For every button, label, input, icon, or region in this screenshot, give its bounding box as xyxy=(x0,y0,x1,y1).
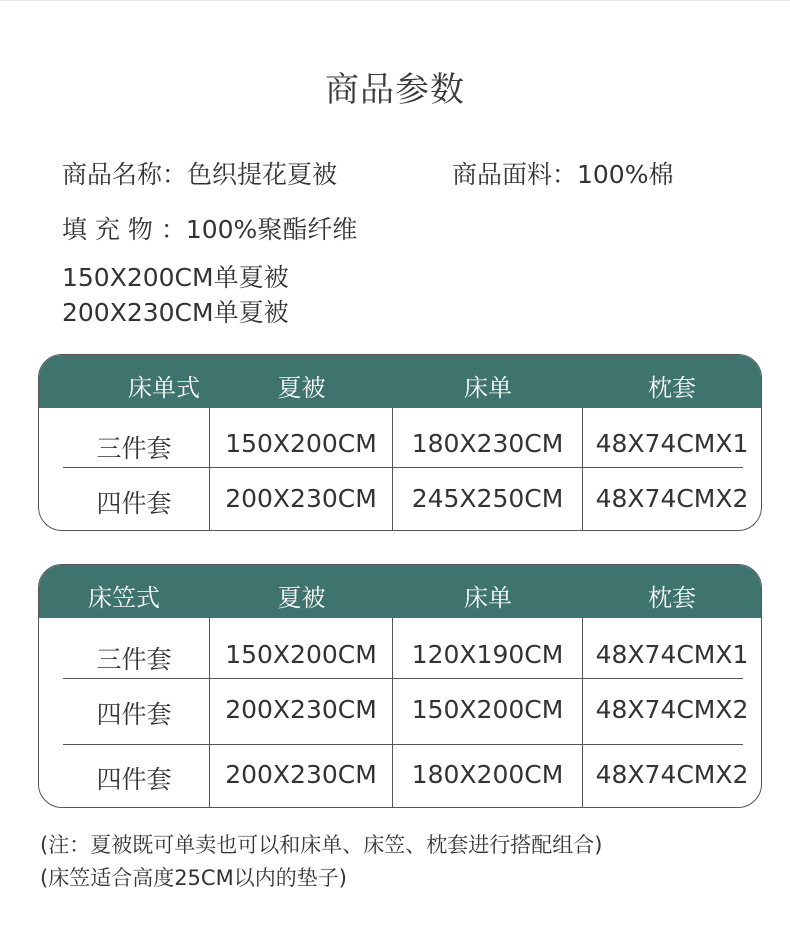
pillowcase-size: 48X74CMX2 xyxy=(595,484,749,513)
set-type: 三件套 xyxy=(96,434,172,463)
pillowcase-size: 48X74CMX2 xyxy=(595,760,749,789)
quilt-size: 200X230CM xyxy=(225,760,377,789)
top-divider xyxy=(0,0,790,1)
header-quilt: 夏被 xyxy=(277,584,326,612)
table-header xyxy=(39,565,761,618)
product-filling: 填 充 物 ：100%聚酯纤维 xyxy=(62,215,358,244)
header-pillowcase: 枕套 xyxy=(648,584,696,612)
note-combination: (注：夏被既可单卖也可以和床单、床笠、枕套进行搭配组合) xyxy=(40,833,603,857)
set-type: 四件套 xyxy=(96,700,172,729)
sheet-size: 120X190CM xyxy=(411,640,564,669)
row-divider xyxy=(63,467,743,468)
pillowcase-size: 48X74CMX1 xyxy=(595,429,749,458)
sheet-size: 150X200CM xyxy=(411,695,564,724)
header-sheet: 床单 xyxy=(464,374,512,402)
flat-sheet-table xyxy=(38,354,762,531)
set-type: 四件套 xyxy=(96,765,172,794)
size-single-1: 150X200CM单夏被 xyxy=(62,263,289,292)
pillowcase-size: 48X74CMX1 xyxy=(595,640,749,669)
header-type: 床笠式 xyxy=(88,584,160,612)
sheet-size: 180X200CM xyxy=(411,760,564,789)
table-header xyxy=(39,355,761,408)
row-divider xyxy=(63,678,743,679)
set-type: 四件套 xyxy=(96,489,172,518)
size-single-2: 200X230CM单夏被 xyxy=(62,298,289,327)
header-quilt: 夏被 xyxy=(277,374,326,402)
product-fabric: 商品面料：100%棉 xyxy=(452,160,674,189)
pillowcase-size: 48X74CMX2 xyxy=(595,695,749,724)
note-fitted-height: (床笠适合高度25CM以内的垫子) xyxy=(40,866,347,890)
quilt-size: 150X200CM xyxy=(225,429,377,458)
sheet-size: 245X250CM xyxy=(411,484,564,513)
header-pillowcase: 枕套 xyxy=(648,374,696,402)
quilt-size: 200X230CM xyxy=(225,695,377,724)
row-divider xyxy=(63,744,743,745)
product-name: 商品名称：色织提花夏被 xyxy=(62,160,338,189)
header-sheet: 床单 xyxy=(464,584,512,612)
page-title: 商品参数 xyxy=(325,70,465,110)
sheet-size: 180X230CM xyxy=(411,429,564,458)
set-type: 三件套 xyxy=(96,645,172,674)
fitted-sheet-table xyxy=(38,564,762,808)
quilt-size: 150X200CM xyxy=(225,640,377,669)
header-type: 床单式 xyxy=(128,374,200,402)
quilt-size: 200X230CM xyxy=(225,484,377,513)
